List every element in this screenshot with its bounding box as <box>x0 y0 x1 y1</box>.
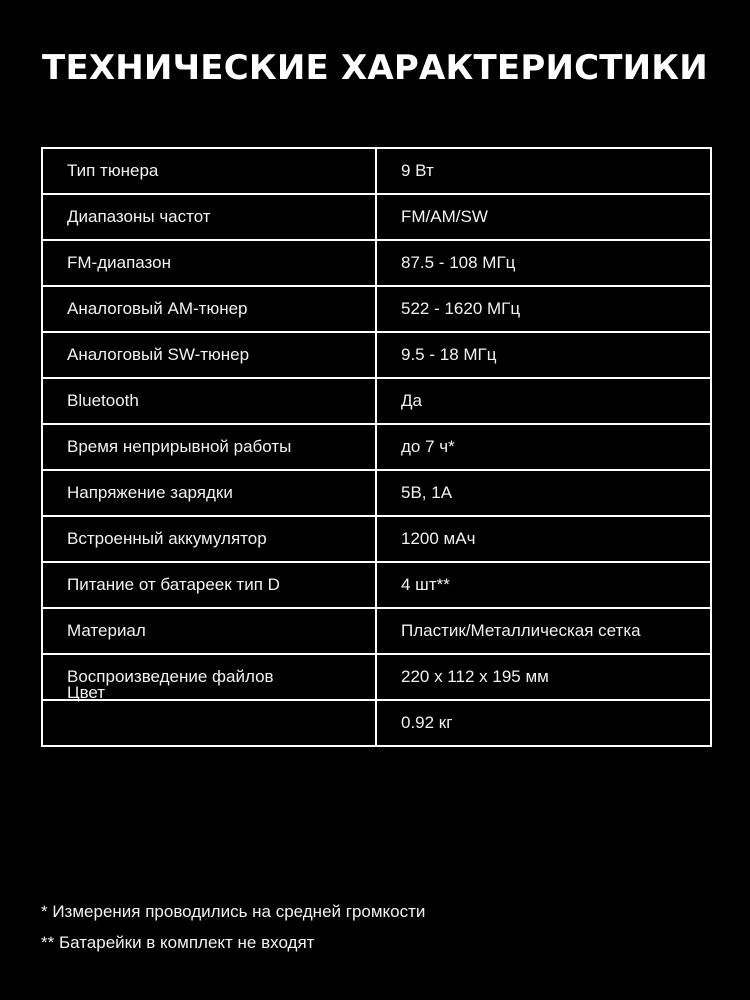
table-row <box>42 608 711 654</box>
spec-value: 9.5 - 18 МГц <box>376 332 711 378</box>
page-title: ТЕХНИЧЕСКИЕ ХАРАКТЕРИСТИКИ <box>42 48 708 88</box>
specs-table <box>41 147 712 747</box>
spec-label: Тип тюнера <box>42 148 376 194</box>
spec-value: 220 х 112 х 195 мм <box>376 654 711 700</box>
spec-label <box>42 700 376 746</box>
spec-label: Bluetooth <box>42 378 376 424</box>
spec-value: 1200 мАч <box>376 516 711 562</box>
spec-label-wrap <box>67 667 375 702</box>
table-row <box>42 700 711 746</box>
spec-value: 522 - 1620 МГц <box>376 286 711 332</box>
table-row <box>42 654 711 700</box>
spec-value: до 7 ч* <box>376 424 711 470</box>
spec-value: Да <box>376 378 711 424</box>
table-row <box>42 562 711 608</box>
spec-value: 4 шт** <box>376 562 711 608</box>
table-row <box>42 148 711 194</box>
table-row <box>42 286 711 332</box>
spec-label: Напряжение зарядки <box>42 470 376 516</box>
spec-label-overflow: Цвет <box>67 683 106 702</box>
spec-label: Аналоговый SW-тюнер <box>42 332 376 378</box>
table-row <box>42 194 711 240</box>
spec-label: Материал <box>42 608 376 654</box>
table-row <box>42 378 711 424</box>
spec-label: Время неприрывной работы <box>42 424 376 470</box>
table-row <box>42 470 711 516</box>
spec-value: 0.92 кг <box>376 700 711 746</box>
footnote: ** Батарейки в комплект не входят <box>41 933 315 952</box>
table-row <box>42 240 711 286</box>
spec-value: FM/AM/SW <box>376 194 711 240</box>
spec-label: Питание от батареек тип D <box>42 562 376 608</box>
spec-value: 87.5 - 108 МГц <box>376 240 711 286</box>
spec-label: FM-диапазон <box>42 240 376 286</box>
spec-label: Воспроизведение файлов <box>67 667 274 686</box>
spec-label: Встроенный аккумулятор <box>42 516 376 562</box>
table-row <box>42 516 711 562</box>
spec-label: Диапазоны частот <box>42 194 376 240</box>
spec-label-cell <box>42 654 376 700</box>
table-row <box>42 424 711 470</box>
footnote: * Измерения проводились на средней громкости <box>41 902 426 921</box>
spec-value: Пластик/Металлическая сетка <box>376 608 711 654</box>
spec-value: 9 Вт <box>376 148 711 194</box>
spec-label: Аналоговый AM-тюнер <box>42 286 376 332</box>
footnotes <box>41 896 425 958</box>
spec-value: 5В, 1А <box>376 470 711 516</box>
table-row <box>42 332 711 378</box>
